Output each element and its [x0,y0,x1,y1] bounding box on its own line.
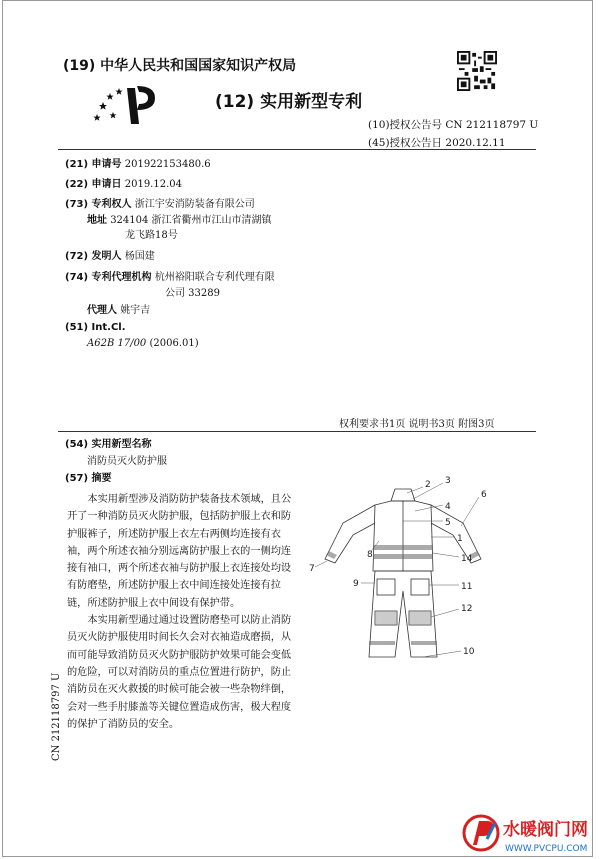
figure-label: 11 [461,582,473,592]
patentee-field [65,195,255,210]
inventor-field [65,247,155,262]
section-rule [58,431,536,432]
intcl-code: A62B 17/00 [87,338,147,349]
utility-model-name: 消防员灭火防护服 [87,456,167,467]
field-label: 地址 [87,215,107,226]
utility-model-name-label: (54) 实用新型名称 [65,439,152,450]
address-line-2: 龙飞路18号 [125,230,178,241]
agency-line-2: 公司 33289 [165,288,220,299]
watermark-url: WWW.PVCPU.COM [505,844,588,854]
field-label: (72) 发明人 [65,251,122,262]
field-label: (73) 专利权人 [65,199,132,210]
figure-label: 7 [309,564,315,574]
side-publication-code: CN 212118797 U [51,672,62,761]
abstract-label: (57) 摘要 [65,473,112,484]
figure-label: 3 [445,476,451,486]
field-value: 杨国建 [124,251,155,262]
intcl-classification [87,338,199,349]
figure-label: 10 [463,647,475,657]
field-label: (51) Int.Cl. [65,322,126,333]
field-label: (21) 申请号 [65,159,122,170]
watermark-logo-icon [464,816,498,850]
document-type-title: (12) 实用新型专利 [215,92,363,112]
intcl-field [65,322,126,333]
field-value: 201922153480.6 [124,159,211,170]
figure-label: 4 [445,502,451,512]
agency-field [65,268,275,283]
figure-label: 2 [425,480,431,490]
figure-label: 5 [445,518,451,528]
figure-label: 1 [457,534,463,544]
field-label: (74) 专利代理机构 [65,272,152,283]
address-field [87,211,272,226]
intcl-year: (2006.01) [149,338,199,349]
application-number-field [65,155,211,170]
figure-label: 14 [461,554,473,564]
publication-date: (45)授权公告日 2020.12.11 [368,137,506,149]
field-value: 2019.12.04 [124,179,182,190]
abstract-paragraph: 本实用新型涉及消防防护装备技术领域，且公开了一种消防员灭火防护服，包括防护服上衣和防护服裤子，所述防护服上衣左右两侧均连接有衣袖，两个所述衣袖分别远离防护服上衣的一侧均连接有袖口，两个所述衣袖与防护服上衣连接处均设有防磨垫，所述防护服上衣中间连接处连接有拉链，所述防护服上衣中间设有保护带。 [67,494,292,609]
patent-page [2,0,593,857]
filing-date-field [65,175,182,190]
figure-label: 9 [353,579,359,589]
figure-label: 8 [367,550,373,560]
figure-label: 6 [481,490,487,500]
header-rule [58,149,536,150]
qr-code-icon [457,51,497,91]
field-label: (22) 申请日 [65,179,122,190]
field-value: 杭州裕阳联合专利代理有限 [154,272,275,283]
figure-label: 12 [461,604,473,614]
abstract-body [67,491,299,733]
field-label: 代理人 [87,305,117,316]
protective-suit-drawing [303,471,503,671]
field-value: 姚宇吉 [120,305,151,316]
page-count-info: 权利要求书1页 说明书3页 附图3页 [339,419,495,430]
abstract-paragraph: 本实用新型通过通过设置防磨垫可以防止消防员灭火防护服使用时间长久会对衣袖造成磨损，从而可能导致消防员灭火防护服防护效果可能会变低的危险，可以对消防员的重点位置进行防护，防止消防员在灭火救援的时候可能会被一些杂物绊倒，会对一些手肘膝盖等关键位置造成伤害，极大程度的保护了消防员的安全。 [67,615,292,730]
cnipa-logo [93,84,157,126]
publication-number: (10)授权公告号 CN 212118797 U [368,119,539,131]
watermark-text: 水暖阀门网 [503,820,588,840]
agent-field [87,301,150,316]
field-value: 324104 浙江省衢州市江山市清湖镇 [110,215,272,226]
authority-header: (19) 中华人民共和国国家知识产权局 [63,58,297,74]
field-value: 浙江宇安消防装备有限公司 [134,199,255,210]
site-watermark [461,809,599,857]
